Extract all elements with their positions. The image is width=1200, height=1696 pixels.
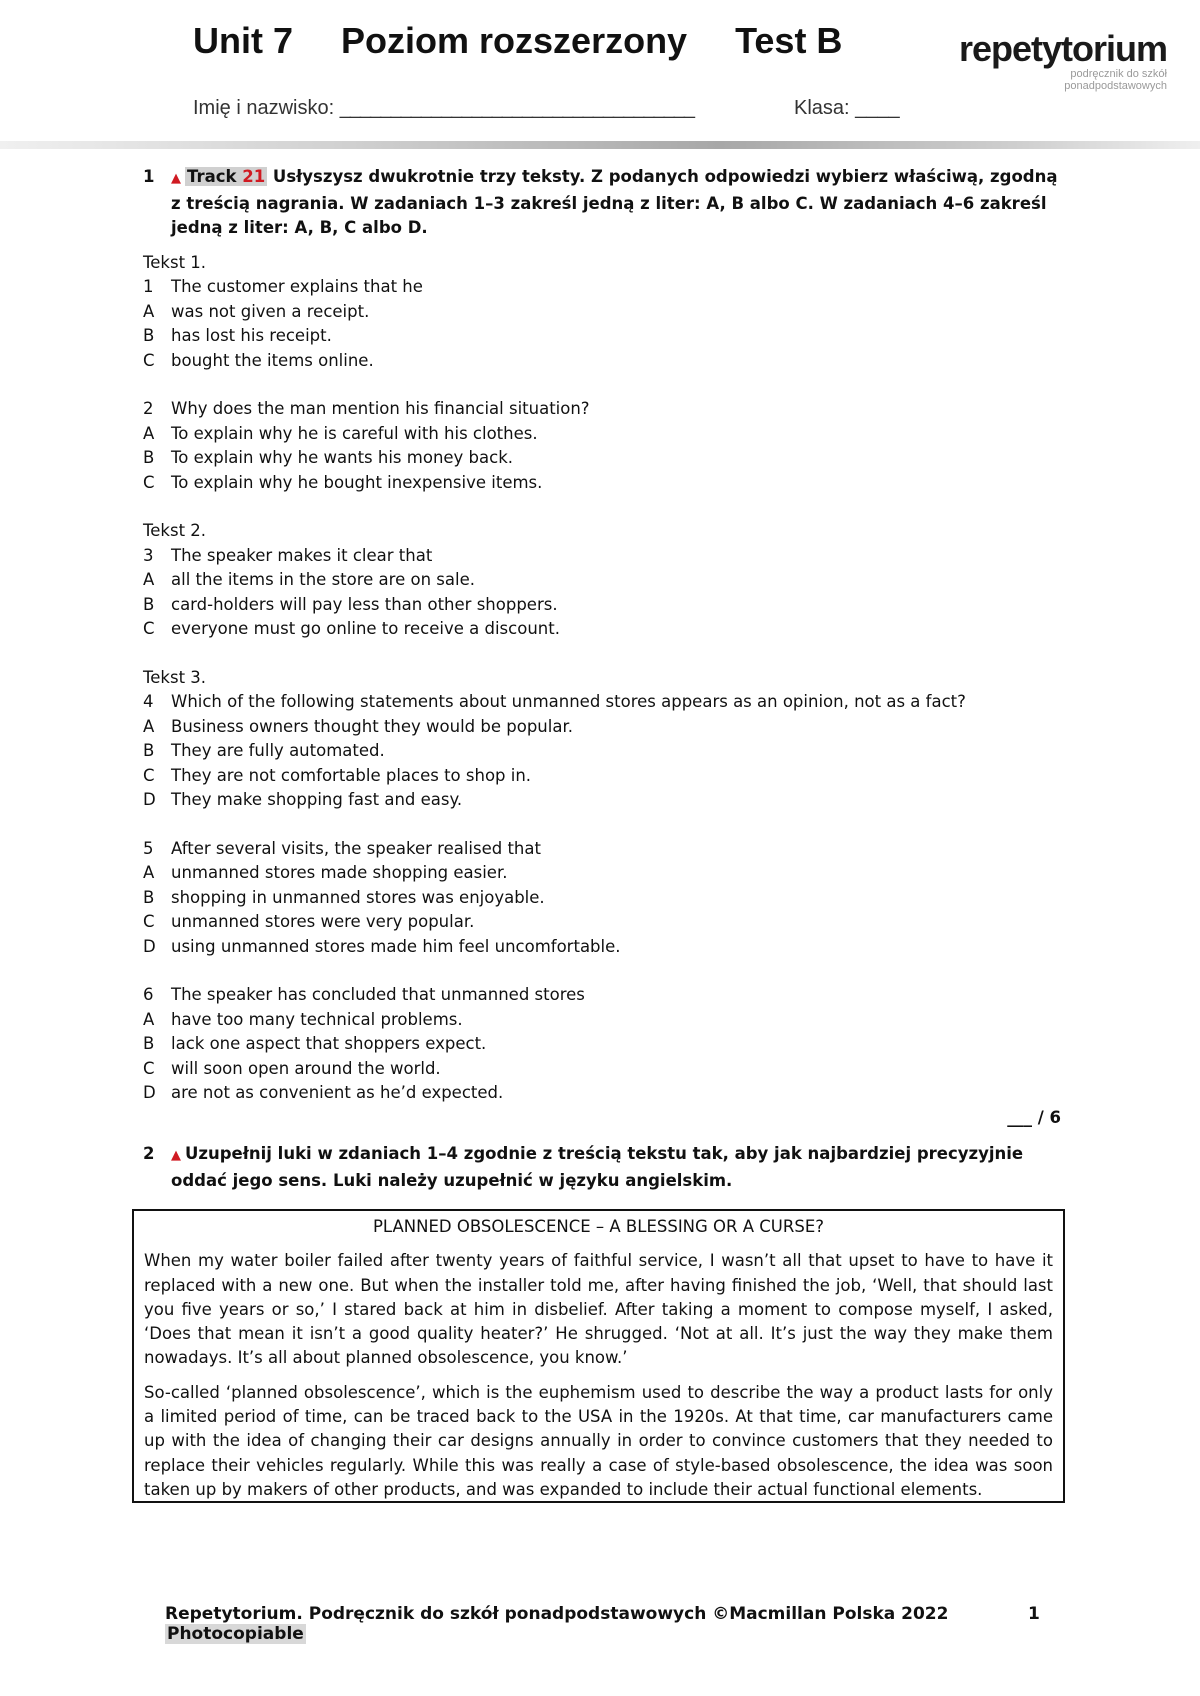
- option-text: card-holders will pay less than other shoppers.: [171, 594, 558, 614]
- title-row: [193, 20, 842, 62]
- option-text: was not given a receipt.: [171, 301, 370, 321]
- test-label: Test B: [735, 20, 843, 61]
- option-text: They make shopping fast and easy.: [171, 790, 463, 809]
- name-field[interactable]: [193, 97, 694, 120]
- question-text: The customer explains that he: [171, 277, 423, 296]
- option-text: To explain why he is careful with his clothes.: [171, 423, 538, 443]
- question-group-1: [143, 275, 1063, 495]
- answer-option[interactable]: [143, 935, 1063, 960]
- option-letter[interactable]: B: [143, 887, 155, 907]
- question-stem: [143, 690, 1063, 715]
- answer-option[interactable]: [143, 788, 1063, 813]
- question-number: 4: [143, 692, 154, 711]
- question-number: 5: [143, 838, 154, 858]
- question-stem: [143, 544, 1063, 569]
- reading-passage-box: [132, 1209, 1065, 1503]
- question-number: 1: [143, 277, 154, 296]
- option-letter[interactable]: B: [143, 326, 155, 345]
- name-blank[interactable]: ___________________________________: [339, 97, 695, 119]
- passage-paragraph-1: When my water boiler failed after twenty years of faithful service, I wasn’t all that upset to have to have it replaced with a new one. But when the installer told me, after having finished the job, ‘Well, that should last you five years or so,’ I stared back at him in disbelief. After taking a moment to compose myself, I asked, ‘Does that mean it isn’t a good quality heater?’ He shrugged. ‘Not at all. It’s just the way they make them nowadays. It’s all about planned obsolescence, you know.’: [144, 1251, 1053, 1368]
- question-number: 6: [143, 985, 154, 1004]
- option-text: will soon open around the world.: [171, 1058, 441, 1078]
- option-text: They are fully automated.: [171, 741, 385, 760]
- footer-text: Repetytorium. Podręcznik do szkół ponadpodstawowych ©Macmillan Polska 2022: [165, 1604, 949, 1624]
- option-text: have too many technical problems.: [171, 1009, 463, 1029]
- question-stem: [143, 275, 1063, 300]
- task1-score: ___ / 6: [1007, 1107, 1061, 1127]
- question-group-2: [143, 544, 1063, 642]
- answer-option[interactable]: [143, 1057, 1063, 1082]
- question-stem: [143, 983, 1063, 1008]
- graduation-cap-icon: ▲: [171, 1148, 181, 1163]
- question-text: Which of the following statements about unmanned stores appears as an opinion, not as a fact?: [171, 692, 966, 711]
- option-text: To explain why he wants his money back.: [171, 448, 514, 467]
- option-letter[interactable]: C: [143, 1058, 155, 1078]
- answer-option[interactable]: [143, 300, 1063, 325]
- answer-option[interactable]: [143, 764, 1063, 789]
- option-letter[interactable]: C: [143, 619, 155, 638]
- option-text: all the items in the store are on sale.: [171, 570, 475, 589]
- unit-label: Unit 7: [193, 20, 294, 61]
- option-text: To explain why he bought inexpensive items.: [171, 472, 543, 492]
- task1-instruction-text: Usłyszysz dwukrotnie trzy teksty. Z podanych odpowiedzi wybierz właściwą, zgodną z treścią nagrania. W zadaniach 1–3 zakreśl jedną z liter: A, B albo C. W zadaniach 4–6 zakreśl jedną z liter: A, B, C albo D.: [171, 167, 1058, 237]
- option-text: unmanned stores made shopping easier.: [171, 863, 508, 882]
- page-number: 1: [1028, 1604, 1040, 1624]
- level-label: Poziom rozszerzony: [341, 20, 688, 61]
- option-letter[interactable]: C: [143, 765, 155, 785]
- track-label: Track: [187, 167, 237, 186]
- answer-option[interactable]: [143, 910, 1063, 935]
- brand-name: repetytorium: [958, 28, 1167, 69]
- question-stem: [143, 397, 1063, 422]
- answer-option[interactable]: [143, 1032, 1063, 1057]
- task1-number: 1: [143, 167, 155, 186]
- page-header: [0, 0, 1200, 150]
- text1-label: Tekst 1.: [143, 252, 207, 272]
- option-letter[interactable]: D: [143, 936, 156, 956]
- header-divider: [0, 141, 1200, 149]
- task1-instruction: [143, 165, 1063, 241]
- question-number: 2: [143, 399, 154, 418]
- answer-option[interactable]: [143, 617, 1063, 642]
- question-number: 3: [143, 545, 154, 565]
- track-badge[interactable]: [185, 167, 267, 186]
- answer-option[interactable]: [143, 861, 1063, 886]
- text2-label: Tekst 2.: [143, 521, 207, 540]
- option-letter[interactable]: A: [143, 301, 155, 321]
- option-text: bought the items online.: [171, 350, 374, 370]
- class-label: Klasa:: [794, 97, 856, 119]
- option-letter[interactable]: C: [143, 912, 155, 931]
- question-text: Why does the man mention his financial situation?: [171, 399, 590, 418]
- question-text: The speaker has concluded that unmanned stores: [171, 985, 585, 1004]
- brand-subtitle-2: ponadpodstawowych: [1064, 80, 1167, 92]
- option-letter[interactable]: B: [143, 1034, 155, 1053]
- question-text: After several visits, the speaker realised that: [171, 838, 541, 858]
- passage-paragraph-2: So-called ‘planned obsolescence’, which is the euphemism used to describe the way a product lasts for only a limited period of time, can be traced back to the USA in the 1920s. At that time, car manufacturers came up with the idea of changing their car designs annually in order to convince customers that they needed to replace their vehicles regularly. While this was really a case of style-based obsolescence, the idea was soon taken up by makers of other products, and was expanded to include their actual functional elements.: [144, 1382, 1053, 1499]
- task2-number: 2: [143, 1144, 155, 1163]
- answer-option[interactable]: [143, 739, 1063, 764]
- option-text: They are not comfortable places to shop in.: [171, 765, 532, 785]
- task2-instruction-text: Uzupełnij luki w zdaniach 1–4 zgodnie z treścią tekstu tak, aby jak najbardziej precyzyjnie oddać jego sens. Luki należy uzupełnić w języku angielskim.: [171, 1144, 1024, 1190]
- option-text: shopping in unmanned stores was enjoyable.: [171, 887, 545, 907]
- answer-option[interactable]: [143, 1008, 1063, 1033]
- brand-logo: [947, 30, 1167, 92]
- option-letter[interactable]: D: [143, 1083, 156, 1102]
- answer-option[interactable]: [143, 422, 1063, 447]
- answer-option[interactable]: [143, 715, 1063, 740]
- option-letter[interactable]: A: [143, 423, 155, 443]
- option-text: unmanned stores were very popular.: [171, 912, 475, 931]
- option-letter[interactable]: A: [143, 716, 155, 736]
- option-text: Business owners thought they would be popular.: [171, 716, 573, 736]
- question-stem: [143, 837, 1063, 862]
- answer-option[interactable]: [143, 568, 1063, 593]
- name-label: Imię i nazwisko:: [193, 97, 340, 119]
- answer-option[interactable]: [143, 324, 1063, 349]
- option-letter[interactable]: A: [143, 863, 155, 882]
- brand-subtitle-1: podręcznik do szkół: [1070, 68, 1167, 80]
- option-letter[interactable]: B: [143, 448, 155, 467]
- option-letter[interactable]: D: [143, 790, 156, 809]
- question-group-3: [143, 690, 1063, 1106]
- graduation-cap-icon: ▲: [171, 171, 181, 186]
- option-letter[interactable]: B: [143, 594, 155, 614]
- exercise-content: [143, 165, 1063, 1193]
- answer-option[interactable]: [143, 1081, 1063, 1106]
- answer-option[interactable]: [143, 471, 1063, 496]
- answer-option[interactable]: [143, 349, 1063, 374]
- text3-label: Tekst 3.: [143, 667, 207, 687]
- option-text: lack one aspect that shoppers expect.: [171, 1034, 487, 1053]
- option-text: has lost his receipt.: [171, 326, 332, 345]
- answer-option[interactable]: [143, 886, 1063, 911]
- photocopiable-label: Photocopiable: [167, 1624, 304, 1644]
- option-letter[interactable]: C: [143, 350, 155, 370]
- option-letter[interactable]: A: [143, 1009, 155, 1029]
- answer-option[interactable]: [143, 593, 1063, 618]
- answer-option[interactable]: [143, 446, 1063, 471]
- class-field[interactable]: [794, 97, 900, 120]
- option-letter[interactable]: C: [143, 472, 155, 492]
- track-number: 21: [242, 167, 266, 186]
- option-letter[interactable]: B: [143, 741, 155, 760]
- option-text: using unmanned stores made him feel uncomfortable.: [171, 936, 621, 956]
- option-text: are not as convenient as he’d expected.: [171, 1083, 504, 1102]
- task2-instruction: [143, 1142, 1063, 1193]
- option-text: everyone must go online to receive a discount.: [171, 619, 560, 638]
- class-blank[interactable]: ____: [855, 97, 900, 119]
- question-text: The speaker makes it clear that: [171, 545, 433, 565]
- page-footer: [165, 1604, 1045, 1644]
- option-letter[interactable]: A: [143, 570, 155, 589]
- passage-title: PLANNED OBSOLESCENCE – A BLESSING OR A CURSE?: [372, 1217, 825, 1236]
